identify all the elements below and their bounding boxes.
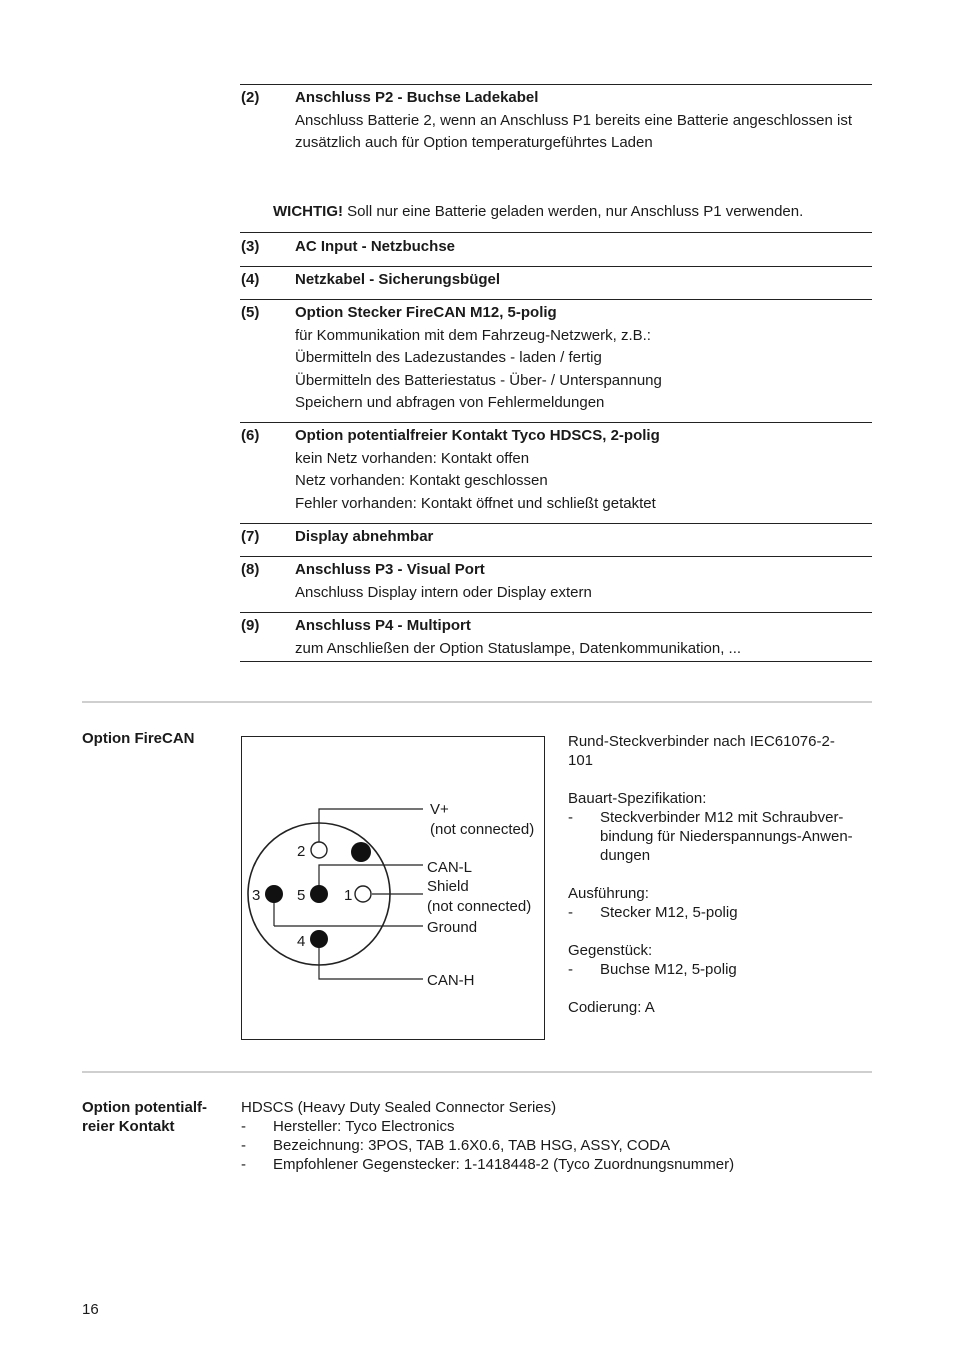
label-shield: Shield <box>427 878 469 895</box>
bullet-line: dungen <box>600 847 651 864</box>
item-line: Übermitteln des Batteriestatus - Über- / Unterspannung <box>295 371 662 389</box>
pin-3 <box>265 885 283 903</box>
pin-5 <box>310 885 328 903</box>
item-title: Anschluss P3 - Visual Port <box>295 561 485 578</box>
label-not-connected: (not connected) <box>430 821 535 838</box>
bullet-dash: - <box>241 1137 246 1154</box>
wire-can-l <box>319 865 423 894</box>
pin-number: 2 <box>297 843 306 860</box>
table-rule <box>240 661 872 662</box>
important-note <box>273 201 803 224</box>
info-bullet <box>568 960 873 979</box>
item-line: Übermitteln des Ladezustandes - laden / fertig <box>295 349 602 366</box>
info-heading: Bauart-Spezifikation: <box>568 790 707 807</box>
label-can-l: CAN-L <box>427 859 473 876</box>
item-number: (6) <box>241 427 260 444</box>
kontakt-bullet <box>241 1117 872 1136</box>
m12-pinout-diagram <box>241 736 545 1040</box>
info-codierung: Codierung: A <box>568 999 655 1016</box>
item-number: (4) <box>241 271 260 288</box>
item-9 <box>295 615 872 660</box>
item-title: Display abnehmbar <box>295 528 434 545</box>
item-6 <box>295 425 872 515</box>
item-number: (7) <box>241 528 260 545</box>
label-can-h: CAN-H <box>427 972 475 989</box>
heading-line: reier Kontakt <box>82 1118 175 1135</box>
kontakt-heading <box>82 1098 207 1136</box>
item-title: Option potentialfreier Kontakt Tyco HDSCS, 2-polig <box>295 427 660 444</box>
item-line: Anschluss Display intern oder Display extern <box>295 583 592 601</box>
firecan-heading: Option FireCAN <box>82 730 195 747</box>
item-title: Anschluss P4 - Multiport <box>295 617 471 634</box>
bullet-dash: - <box>241 1118 246 1135</box>
bullet-line: bindung für Niederspannungs-Anwen- <box>600 828 853 845</box>
item-title: AC Input - Netzbuchse <box>295 238 455 255</box>
bullet-line: Stecker M12, 5-polig <box>600 904 738 921</box>
item-number: (2) <box>241 89 260 106</box>
item-2 <box>295 87 872 155</box>
important-text: Soll nur eine Batterie geladen werden, nur Anschluss P1 verwenden. <box>342 203 804 220</box>
pin-number: 4 <box>297 933 306 950</box>
bullet-line: Buchse M12, 5-polig <box>600 961 737 978</box>
table-rule <box>240 232 872 233</box>
section-divider <box>82 701 872 703</box>
kontakt-bullet <box>241 1155 872 1174</box>
item-line: für Kommunikation mit dem Fahrzeug-Netzwerk, z.B.: <box>295 326 651 344</box>
item-number: (3) <box>241 238 260 255</box>
pin-1 <box>355 886 371 902</box>
pin-2 <box>311 842 327 858</box>
info-bullet <box>568 903 873 922</box>
coding-key <box>351 842 371 862</box>
bullet-dash: - <box>568 809 573 826</box>
kontakt-intro: HDSCS (Heavy Duty Sealed Connector Series) <box>241 1099 557 1116</box>
item-number: (8) <box>241 561 260 578</box>
item-line: Anschluss Batterie 2, wenn an Anschluss P1 bereits eine Batterie angeschlossen ist <box>295 111 852 129</box>
item-number: (5) <box>241 304 260 321</box>
bullet-line: Steckverbinder M12 mit Schraubver- <box>600 809 844 826</box>
label-ground: Ground <box>427 919 478 936</box>
bullet-text: Bezeichnung: 3POS, TAB 1.6X0.6, TAB HSG, ASSY, CODA <box>273 1137 671 1154</box>
section-divider <box>82 1071 872 1073</box>
item-title: Anschluss P2 - Buchse Ladekabel <box>295 89 539 106</box>
kontakt-body <box>241 1098 872 1174</box>
label-not-connected: (not connected) <box>427 898 532 915</box>
item-title: Option Stecker FireCAN M12, 5-polig <box>295 304 557 321</box>
info-heading: Gegenstück: <box>568 942 653 959</box>
diagram-frame <box>242 737 545 1040</box>
item-8 <box>295 559 872 604</box>
item-line: zusätzlich auch für Option temperaturgeführtes Laden <box>295 134 653 151</box>
wire-v-plus <box>319 809 423 850</box>
table-rule <box>240 422 872 423</box>
wire-can-h <box>319 939 423 979</box>
item-5 <box>295 302 872 415</box>
important-label: WICHTIG! <box>273 203 343 220</box>
item-line: zum Anschließen der Option Statuslampe, Datenkommunikation, ... <box>295 639 742 657</box>
bullet-dash: - <box>568 961 573 978</box>
bullet-text: Hersteller: Tyco Electronics <box>273 1118 455 1135</box>
bullet-dash: - <box>241 1156 246 1173</box>
table-rule <box>240 612 872 613</box>
pin-number: 3 <box>252 887 261 904</box>
table-rule <box>240 84 872 85</box>
bullet-text: Empfohlener Gegenstecker: 1-1418448-2 (Tyco Zuordnungsnummer) <box>273 1156 735 1173</box>
info-bullet <box>568 808 873 865</box>
bullet-dash: - <box>568 904 573 921</box>
heading-line: Option potentialf- <box>82 1099 207 1116</box>
page-number: 16 <box>82 1301 99 1318</box>
table-rule <box>240 299 872 300</box>
pin-4 <box>310 930 328 948</box>
table-rule <box>240 556 872 557</box>
item-title: Netzkabel - Sicherungsbügel <box>295 271 501 288</box>
item-number: (9) <box>241 617 260 634</box>
label-v-plus: V+ <box>430 801 449 818</box>
table-rule <box>240 523 872 524</box>
item-line: Fehler vorhanden: Kontakt öffnet und schließt getaktet <box>295 494 656 512</box>
pin-number: 1 <box>344 887 353 904</box>
item-line: Netz vorhanden: Kontakt geschlossen <box>295 472 548 489</box>
item-line: kein Netz vorhanden: Kontakt offen <box>295 449 530 467</box>
info-heading: Ausführung: <box>568 885 649 902</box>
table-rule <box>240 266 872 267</box>
kontakt-bullet <box>241 1136 872 1155</box>
item-line: Speichern und abfragen von Fehlermeldungen <box>295 394 605 411</box>
firecan-info <box>568 732 873 1017</box>
info-line: 101 <box>568 752 594 769</box>
pin-number: 5 <box>297 887 306 904</box>
info-line: Rund-Steckverbinder nach IEC61076-2- <box>568 733 835 750</box>
